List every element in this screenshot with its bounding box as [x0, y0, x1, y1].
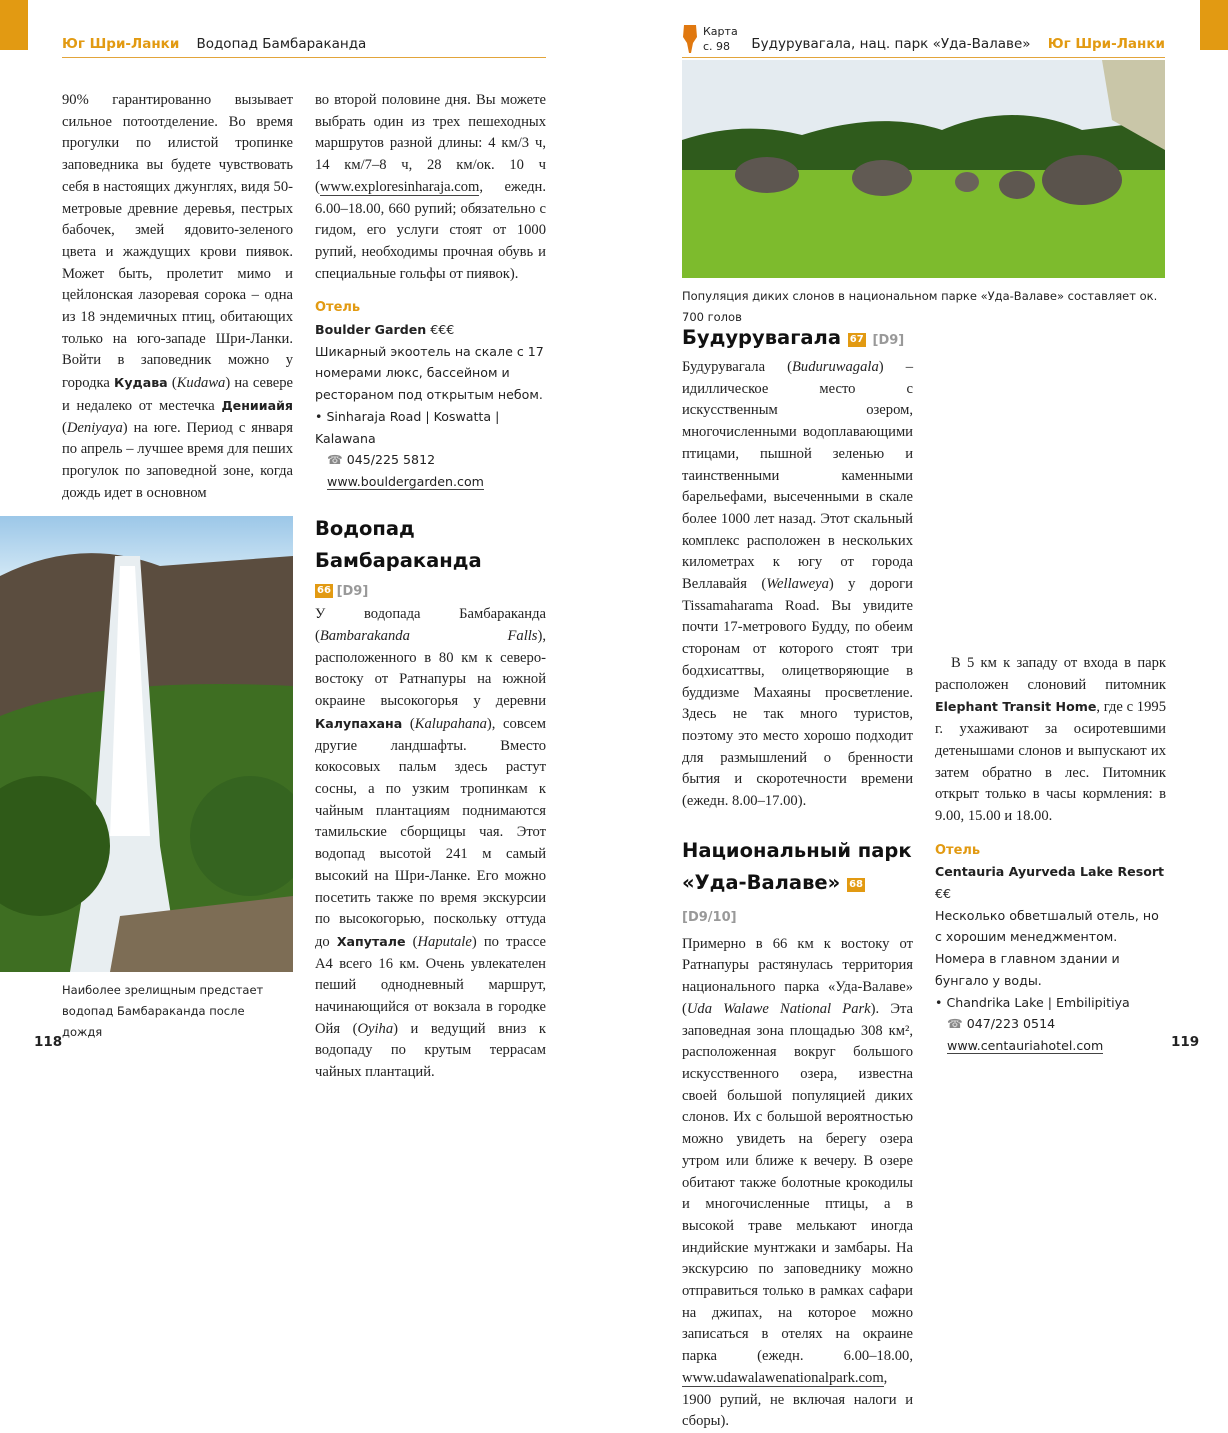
- hotel-name: Centauria Ayurveda Lake Resort: [935, 864, 1165, 880]
- running-header-right: [682, 36, 1165, 58]
- map-grid-ref: [D9]: [872, 333, 905, 348]
- map-marker-badge: 68: [849, 878, 863, 890]
- website-link[interactable]: www.exploresinharaja.com: [319, 178, 480, 195]
- paragraph: [315, 90, 546, 285]
- text-run: ), совсем другие ландшафты. Вместо кокосовых пальм здесь растут сосны, а по узким тропинкам к чайным плантациям поднимаются тамильские сборщицы чая. Этот водопад высотой 241 м самый высокий на Шри-Ланке. Его можно посетить также по время экскурсии по высокогорью, поскольку оттуда до: [315, 715, 547, 950]
- heading-text: «Уда-Валаве»: [682, 870, 841, 894]
- region-label: Юг Шри-Ланки: [62, 36, 180, 52]
- text-run: ) и ведущий вниз к водопаду по крутым террасам чайных плантаций.: [315, 1020, 546, 1081]
- page-number-left: 118: [34, 1034, 63, 1050]
- hotel-name: Boulder Garden: [315, 322, 427, 338]
- heading-text: Будурувагала: [682, 326, 841, 349]
- thumb-tab-left: [0, 0, 28, 50]
- hotel-address: Chandrika Lake | Embilipitiya: [946, 994, 1130, 1010]
- section-heading: Водопад Бамбараканда: [315, 516, 482, 572]
- chapter-title: Будурувагала, нац. парк «Уда-Валаве»: [751, 36, 1031, 52]
- italic-term: Buduruwagala: [791, 359, 879, 375]
- text-run: , ежедн. 6.00–18.00, 660 рупий; обязательно с гидом, его услуги стоят от 1000 рупий, необходимы прочная обувь и специальные гольфы от пиявок).: [315, 178, 546, 282]
- text-run: Примерно в 66 км к востоку от Ратнапуры растянулась территория национального парка «Уда-Валаве» (: [682, 935, 913, 1017]
- map-grid-ref: [D9/10]: [682, 909, 737, 925]
- italic-term: Kudawa: [176, 375, 226, 392]
- waterfall-photo: [0, 516, 293, 972]
- bold-term: Хапутале: [336, 933, 406, 949]
- text-run: во второй половине дня. Вы можете выбрать один из трех пешеходных маршрутов разной длины: 4 км/3 ч, 14 км/7–8 ч, 28 км/ок. 10 ч (: [315, 92, 546, 195]
- bold-term: Кудава: [114, 375, 168, 391]
- bold-term: Денииайя: [221, 397, 293, 413]
- italic-term: Uda Walawe National Park: [686, 1000, 871, 1017]
- text-run: 90% гарантированно вызывает сильное потоотделение. Во время прогулки по илистой тропинке заповедника вы будете чувствовать себя в настоящих джунглях, видя 50-метровые древние деревья, пестрых бабочек, змей ядовито-зеленого цвета и жаждущих крови пиявок. Может быть, пролетит мимо и цейлонская лазоревая сорока – одна из 18 эндемичных птиц, обитающих только на юго-западе Шри-Ланки. Войти в заповедник можно у городка: [62, 92, 293, 392]
- italic-term: Bambarakanda Falls: [319, 628, 538, 645]
- hotel-price: €€: [935, 886, 952, 902]
- hotel-website-link[interactable]: www.bouldergarden.com: [327, 473, 484, 489]
- hotel-price: €€€: [430, 322, 455, 338]
- hotel-phone: 045/225 5812: [346, 452, 436, 468]
- section-heading: [682, 322, 913, 357]
- left-column-1: [62, 90, 293, 504]
- text-run: Будурувагала (: [682, 359, 792, 375]
- text-run: У водопада Бамбараканда (: [315, 606, 546, 645]
- hotel-entry: Centauria Ayurveda Lake Resort €€ Несколько обветшалый отель, но с хорошим менеджментом. Номера в главном здании и бунгало у воды. • Chandrika Lake | Embilipitiya ☎ 047/223 0514 www.centauriahotel.com: [935, 864, 1165, 1053]
- text-run: В 5 км к западу от входа в парк расположен слоновий питомник: [935, 655, 1166, 693]
- text-run: ) на юге. Период с января по апрель – лучшее время для пеших прогулок по заповедной зоне, когда дождь идет в основном: [62, 419, 293, 501]
- map-label: Карта: [703, 25, 738, 38]
- right-column-2-lower: [935, 653, 1166, 1057]
- hotel-description: Несколько обветшалый отель, но с хорошим менеджментом. Номера в главном здании и бунгало у воды.: [935, 907, 1159, 988]
- section-heading: [682, 835, 913, 934]
- hotel-address: Sinharaja Road | Koswatta | Kalawana: [315, 408, 500, 446]
- map-grid-ref: [D9]: [336, 583, 369, 599]
- text-run: ) по трассе A4 всего 16 км. Очень увлекателен пеший однодневный маршрут, начинающийся от вокзала в городке Ойя (: [315, 933, 546, 1037]
- map-marker-badge: 67: [849, 334, 864, 345]
- phone-icon: ☎: [327, 452, 343, 468]
- thumb-tab-right: [1200, 0, 1228, 50]
- heading-text: Национальный парк: [682, 838, 912, 862]
- italic-term: Oyiha: [357, 1020, 394, 1037]
- italic-term: Deniyaya: [66, 419, 123, 436]
- paragraph: [935, 653, 1166, 828]
- hotel-phone: 047/223 0514: [966, 1016, 1056, 1032]
- paragraph: [682, 357, 913, 813]
- running-header-left: [62, 36, 546, 58]
- right-column-1: [682, 322, 913, 1433]
- text-run: (: [402, 715, 415, 732]
- section-label-hotel: Отель: [935, 842, 981, 858]
- hotel-website-link[interactable]: www.centauriahotel.com: [947, 1037, 1104, 1053]
- text-run: ) у дороги Tissamaharama Road. Вы увидите почти 17-метрового Будду, по обеим сторонам от которого стоят три бодхисаттвы, олицетворяющие в буддизме Махаяны просветление. Здесь не так много туристов, поэтому это место хорошо подходит для размышлений о бренности бытия и скоротечности времени (ежедн. 8.00–17.00).: [682, 576, 913, 810]
- hotel-entry: Boulder Garden €€€ Шикарный экоотель на скале с 17 номерами люкс, бассейном и рестораном под открытым небом. • Sinharaja Road | Koswatta | Kalawana ☎ 045/225 5812 www.bouldergarden.com: [315, 322, 544, 489]
- italic-term: Wellaweya: [766, 576, 829, 593]
- bold-term: Калупахана: [315, 715, 403, 731]
- text-run: ). Эта заповедная зона площадью 308 км², расположенная вокруг большого искусственного озера, известна своей большой популяцией диких слонов. Их с большой вероятностью можно увидеть на берегу озера утром или ближе к вечеру. В озере обитают также болотные крокодилы и многочисленные птицы, а в высокой траве мелькают иногда индийские мунтжаки и замбары. На экскурсию по заповеднику можно отправиться только в рамках сафари на джипах, на которое можно записаться в отелях на окраине парка (ежедн. 6.00–18.00,: [682, 1000, 913, 1365]
- paragraph: [315, 604, 546, 1083]
- text-run: ) – идиллическое место с искусственным озером, многочисленными водоплавающими птицами, пышной зеленью и таинственными каменными барельефами, высеченными в скале более 1000 лет назад. Этот скальный комплекс расположен в нескольких километрах к югу от города Веллавайя (: [682, 359, 913, 593]
- bold-term: Elephant Transit Home: [935, 699, 1097, 715]
- text-run: , 1900 рупий, не включая налоги и сборы).: [682, 1369, 913, 1430]
- italic-term: Haputale: [417, 933, 472, 950]
- map-marker-badge: 66: [317, 584, 331, 596]
- italic-term: Kalupahana: [414, 715, 487, 732]
- text-run: , где с 1995 г. ухаживают за осиротевшими детенышами слонов и выпускают их затем обратно в лес. Питомник открыт только в часы кормления: в 9.00, 15.00 и 18.00.: [935, 699, 1166, 824]
- paragraph: [62, 90, 293, 504]
- left-column-2: [315, 90, 546, 1084]
- text-run: ) на севере и недалеко от местечка: [62, 375, 294, 414]
- chapter-title: Водопад Бамбараканда: [196, 36, 367, 52]
- phone-icon: ☎: [947, 1016, 963, 1032]
- map-page: с. 98: [703, 40, 731, 53]
- photo-caption-left: Наиболее зрелищным предстает водопад Бамбараканда после дождя: [62, 983, 264, 1039]
- paragraph: [682, 934, 913, 1433]
- website-link[interactable]: www.udawalawenationalpark.com: [682, 1369, 884, 1386]
- text-run: (: [62, 419, 67, 436]
- photo-caption-right: Популяция диких слонов в национальном парке «Уда-Валаве» составляет ок. 700 голов: [682, 289, 1158, 324]
- text-run: (: [167, 375, 177, 392]
- page-number-right: 119: [1171, 1034, 1200, 1050]
- elephants-photo: [682, 60, 1165, 278]
- hotel-description: Шикарный экоотель на скале с 17 номерами люкс, бассейном и рестораном под открытым небом.: [315, 343, 544, 403]
- region-label: Юг Шри-Ланки: [1047, 36, 1165, 52]
- text-run: (: [405, 933, 418, 950]
- section-label-hotel: Отель: [315, 300, 361, 316]
- text-run: ), расположенного в 80 км к северо-востоку от Ратнапуры на южной окраине высокогорья у деревни: [315, 628, 546, 710]
